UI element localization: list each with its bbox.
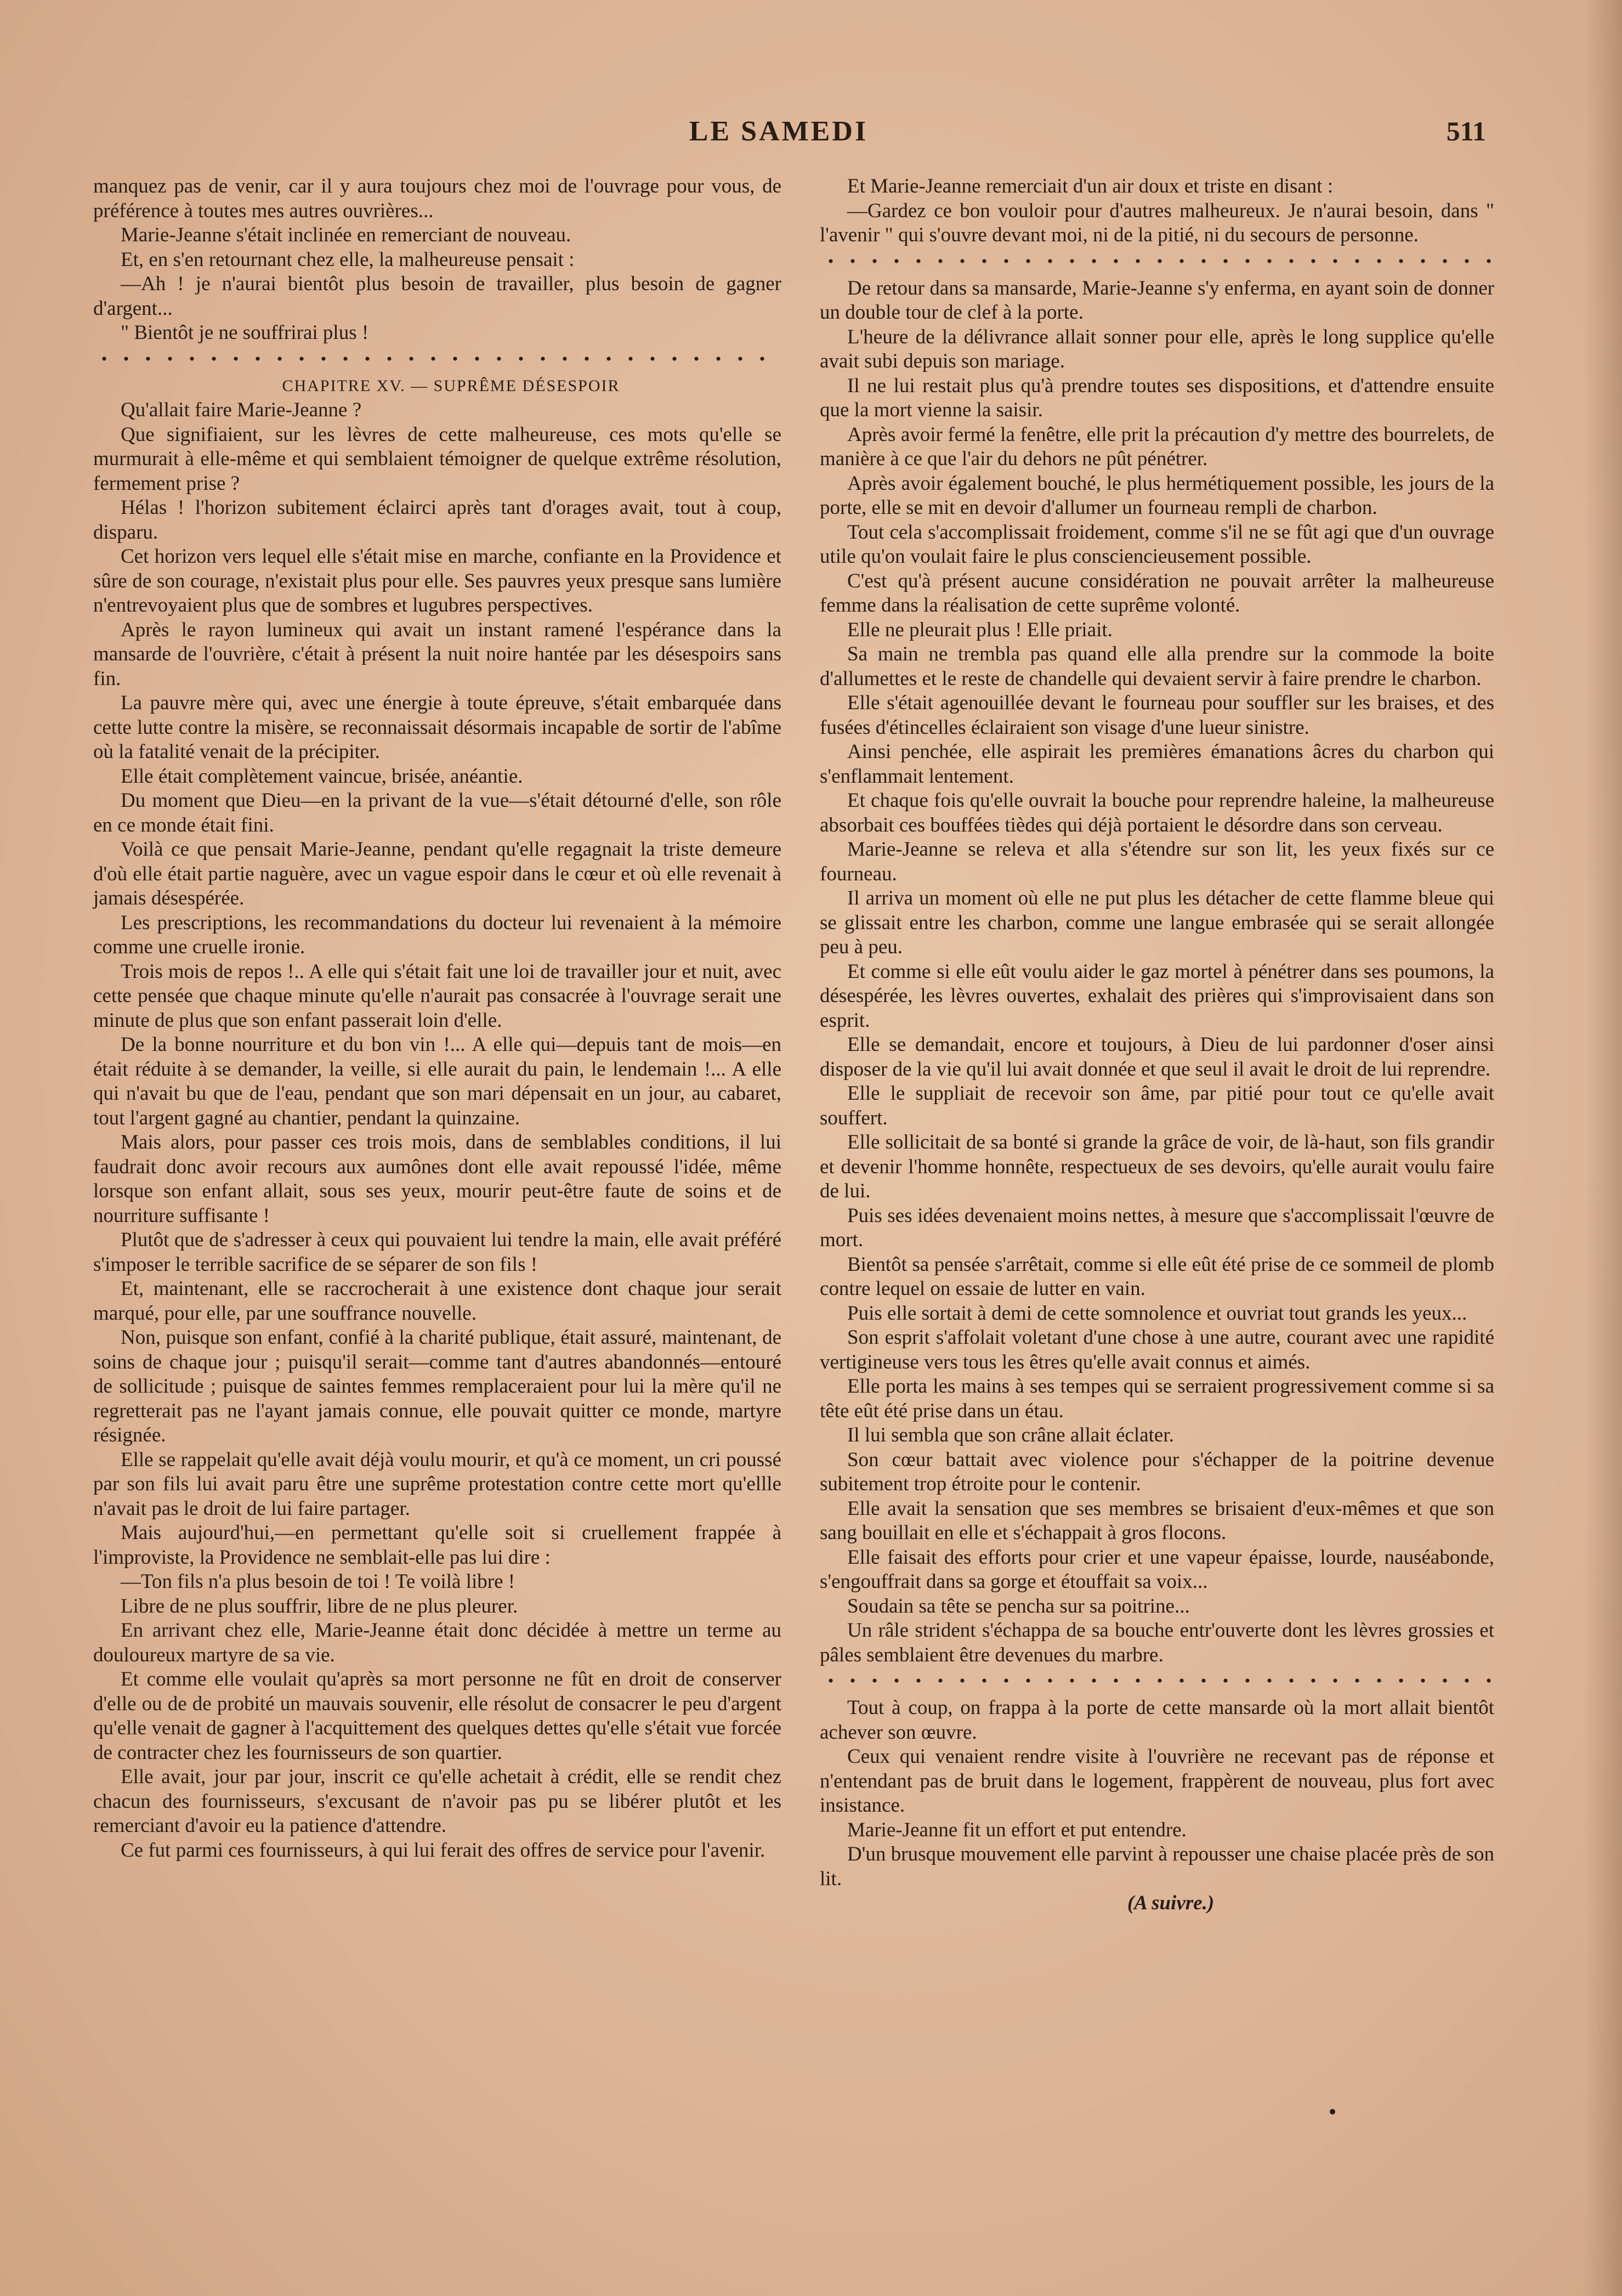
paragraph: Un râle strident s'échappa de sa bouche entr'ouverte dont les lèvres grossies et pâles semblaient être devenues du marbre. bbox=[820, 1619, 1494, 1666]
paragraph: Bientôt sa pensée s'arrêtait, comme si elle eût été prise de ce sommeil de plomb contre lequel on essaie de lutter en vain. bbox=[820, 1253, 1494, 1300]
paragraph: Et Marie-Jeanne remerciait d'un air doux et triste en disant : bbox=[847, 175, 1334, 197]
paragraph: Mais aujourd'hui,—en permettant qu'elle soit si cruellement frappée à l'improviste, la Providence ne semblait-elle pas lui dire : bbox=[93, 1522, 781, 1569]
page-header bbox=[93, 115, 1486, 159]
paragraph: —Gardez ce bon vouloir pour d'autres malheureux. Je n'aurai besoin, dans " l'avenir " qui s'ouvre devant moi, ni de la pitié, ni du secours de personne. bbox=[820, 199, 1494, 246]
paragraph: Elle avait, jour par jour, inscrit ce qu'elle achetait à crédit, elle se rendit chez chacun des fournisseurs, s'excusant de n'avoir pas pu se libérer plutôt et les remerciant d'avoir eu la patience d'attendre. bbox=[93, 1766, 781, 1837]
paragraph: Plutôt que de s'adresser à ceux qui pouvaient lui tendre la main, elle avait préféré s'imposer le terrible sacrifice de se séparer de son fils ! bbox=[93, 1229, 781, 1276]
paragraph: Libre de ne plus souffrir, libre de ne plus pleurer. bbox=[121, 1594, 518, 1618]
paragraph: Et comme elle voulait qu'après sa mort personne ne fût en droit de conserver d'elle ou de de probité un mauvais souvenir, elle résolut de consacrer le peu d'argent qu'elle venait de gagner à l'acquittement des quelques dettes qu'elle s'était vue forcée de contracter chez les fournisseurs de son quartier. bbox=[93, 1668, 781, 1764]
paragraph: Les prescriptions, les recommandations du docteur lui revenaient à la mémoire comme une cruelle ironie. bbox=[93, 911, 781, 958]
dotted-separator bbox=[820, 1669, 1494, 1693]
paragraph: Elle faisait des efforts pour crier et une vapeur épaisse, lourde, nauséabonde, s'engouffrait dans sa gorge et étouffait sa voix... bbox=[820, 1546, 1494, 1593]
paragraph: Soudain sa tête se pencha sur sa poitrine... bbox=[847, 1594, 1190, 1618]
paragraph: Elle avait la sensation que ses membres se brisaient d'eux-mêmes et que son sang bouillait en elle et s'échappait à gros flocons. bbox=[820, 1497, 1494, 1544]
paragraph: L'heure de la délivrance allait sonner pour elle, après le long supplice qu'elle avait subi depuis son mariage. bbox=[820, 325, 1494, 372]
paragraph: manquez pas de venir, car il y aura toujours chez moi de l'ouvrage pour vous, de préférence à toutes mes autres ouvrières... bbox=[93, 175, 781, 222]
paragraph: Ce fut parmi ces fournisseurs, à qui lui ferait des offres de service pour l'avenir. bbox=[121, 1839, 765, 1862]
paragraph: Elle était complètement vaincue, brisée, anéantie. bbox=[121, 765, 523, 788]
paragraph: Elle ne pleurait plus ! Elle priait. bbox=[847, 618, 1113, 641]
paragraph: Que signifiaient, sur les lèvres de cette malheureuse, ces mots qu'elle se murmurait à elle-même et qui semblaient témoigner de quelque extrême résolution, fermement prise ? bbox=[93, 423, 781, 495]
paragraph: Après avoir fermé la fenêtre, elle prit la précaution d'y mettre des bourrelets, de manière à ce que l'air du dehors ne pût pénétrer. bbox=[820, 423, 1494, 470]
paragraph: Voilà ce que pensait Marie-Jeanne, pendant qu'elle regagnait la triste demeure d'où elle était partie naguère, avec un vague espoir dans le cœur et où elle revenait à jamais désespérée. bbox=[93, 838, 781, 909]
paragraph: Après avoir également bouché, le plus hermétiquement possible, les jours de la porte, elle se mit en devoir d'allumer un fourneau rempli de charbon. bbox=[820, 472, 1494, 519]
paragraph: Elle sollicitait de sa bonté si grande la grâce de voir, de là-haut, son fils grandir et devenir l'homme honnête, respectueux de ses devoirs, qu'elle aurait voulu faire de lui. bbox=[820, 1131, 1494, 1202]
dotted-separator bbox=[820, 249, 1494, 273]
chapter-heading: CHAPITRE XV. — SUPRÊME DÉSESPOIR bbox=[282, 376, 620, 395]
paragraph: Marie-Jeanne se releva et alla s'étendre sur son lit, les yeux fixés sur ce fourneau. bbox=[820, 838, 1494, 885]
paragraph: Non, puisque son enfant, confié à la charité publique, était assuré, maintenant, de soins de chaque jour ; puisqu'il serait—comme tant d'autres abandonnés—entouré de sollicitude ; puisque de saintes femmes remplaceraient pour lui la mère qu'il ne regretterait pas ne l'ayant jamais connue, elle pouvait quitter ce monde, martyre résignée. bbox=[93, 1326, 781, 1446]
paragraph: Il lui sembla que son crâne allait éclater. bbox=[847, 1424, 1174, 1446]
paragraph: Elle s'était agenouillée devant le fourneau pour souffler sur les braises, et des fusées d'étincelles éclairaient son visage d'une lueur sinistre. bbox=[820, 692, 1494, 739]
paragraph: Du moment que Dieu—en la privant de la vue—s'était détourné d'elle, son rôle en ce monde était fini. bbox=[93, 789, 781, 836]
right-column bbox=[820, 174, 1494, 1916]
paragraph: Puis ses idées devenaient moins nettes, à mesure que s'accomplissait l'œuvre de mort. bbox=[820, 1204, 1494, 1251]
paragraph: Marie-Jeanne fit un effort et put entendre. bbox=[847, 1818, 1187, 1841]
paragraph: La pauvre mère qui, avec une énergie à toute épreuve, s'était embarquée dans cette lutte contre la misère, se reconnaissait désormais incapable de sortir de l'abîme où la fatalité venait de la précipiter. bbox=[93, 692, 781, 763]
paragraph: —Ah ! je n'aurai bientôt plus besoin de travailler, plus besoin de gagner d'argent... bbox=[93, 273, 781, 320]
paragraph: Et chaque fois qu'elle ouvrait la bouche pour reprendre haleine, la malheureuse absorbait ces bouffées tièdes qui déjà portaient le désordre dans son cerveau. bbox=[820, 789, 1494, 836]
dotted-separator bbox=[93, 347, 781, 371]
paragraph: D'un brusque mouvement elle parvint à repousser une chaise placée près de son lit. bbox=[820, 1843, 1494, 1890]
paragraph: De la bonne nourriture et du bon vin !... A elle qui—depuis tant de mois—en était réduite à se demander, la veille, si elle aurait du pain, le lendemain !... A elle qui n'avait bu que de l'eau, pendant que son mari dépensait en un jour, au cabaret, tout l'argent gagné au chantier, pendant la quinzaine. bbox=[93, 1033, 781, 1129]
paragraph: Elle se demandait, encore et toujours, à Dieu de lui pardonner d'oser ainsi disposer de la vie qu'il lui avait donnée et que seul il avait le droit de lui reprendre. bbox=[820, 1033, 1494, 1081]
paragraph: Elle porta les mains à ses tempes qui se serraient progressivement comme si sa tête eût été prise dans un étau. bbox=[820, 1375, 1494, 1422]
paragraph: Tout cela s'accomplissait froidement, comme s'il ne se fût agi que d'un ouvrage utile qu'on voulait faire le plus consciencieusement possible. bbox=[820, 521, 1494, 568]
paragraph: Et, maintenant, elle se raccrocherait à une existence dont chaque jour serait marqué, pour elle, par une souffrance nouvelle. bbox=[93, 1277, 781, 1325]
paragraph: Elle se rappelait qu'elle avait déjà voulu mourir, et qu'à ce moment, un cri poussé par son fils lui avait paru être une suprême protestation contre cette mort qu'ellle n'avait pas le droit de lui faire partager. bbox=[93, 1448, 781, 1520]
paragraph: Sa main ne trembla pas quand elle alla prendre sur la commode la boite d'allumettes et le reste de chandelle qui devaient servir à faire prendre le charbon. bbox=[820, 643, 1494, 690]
paragraph: Ceux qui venaient rendre visite à l'ouvrière ne recevant pas de réponse et n'entendant pas de bruit dans le logement, frappèrent de nouveau, plus fort avec insistance. bbox=[820, 1745, 1494, 1817]
paragraph: Et comme si elle eût voulu aider le gaz mortel à pénétrer dans ses poumons, la désespérée, les lèvres ouvertes, exhalait des prières qui s'improvisaient dans son esprit. bbox=[820, 960, 1494, 1032]
paragraph: Puis elle sortait à demi de cette somnolence et ouvriat tout grands les yeux... bbox=[847, 1302, 1467, 1325]
paragraph: —Ton fils n'a plus besoin de toi ! Te voilà libre ! bbox=[121, 1570, 515, 1593]
paragraph: En arrivant chez elle, Marie-Jeanne était donc décidée à mettre un terme au douloureux martyre de sa vie. bbox=[93, 1619, 781, 1666]
paragraph: Qu'allait faire Marie-Jeanne ? bbox=[121, 399, 362, 421]
paragraph: Et, en s'en retournant chez elle, la malheureuse pensait : bbox=[121, 248, 575, 271]
paragraph: Il ne lui restait plus qu'à prendre toutes ses dispositions, et d'attendre ensuite que la mort vienne la saisir. bbox=[820, 374, 1494, 421]
paragraph: " Bientôt je ne souffrirai plus ! bbox=[121, 321, 369, 344]
paragraph: Trois mois de repos !.. A elle qui s'était fait une loi de travailler jour et nuit, avec cette pensée que chaque minute qu'elle n'aurait pas consacrée à l'ouvrage serait une minute de plus que son enfant passerait loin d'elle. bbox=[93, 960, 781, 1032]
paragraph: Il arriva un moment où elle ne put plus les détacher de cette flamme bleue qui se glissait entre les charbon, comme une langue embrasée qui se serait allongée peu à peu. bbox=[820, 887, 1494, 958]
page-number: 511 bbox=[1446, 116, 1486, 146]
paragraph: Ainsi penchée, elle aspirait les premières émanations âcres du charbon qui s'enflammait lentement. bbox=[820, 740, 1494, 788]
paragraph: Après le rayon lumineux qui avait un instant ramené l'espérance dans la mansarde de l'ouvrière, c'était à présent la nuit noire hantée par les désespoirs sans fin. bbox=[93, 618, 781, 690]
to-be-continued: (A suivre.) bbox=[1127, 1892, 1215, 1914]
running-title: LE SAMEDI bbox=[689, 116, 869, 147]
paragraph: Son cœur battait avec violence pour s'échapper de la poitrine devenue subitement trop étroite pour le contenir. bbox=[820, 1448, 1494, 1495]
left-column bbox=[93, 174, 781, 1863]
paragraph: Hélas ! l'horizon subitement éclairci après tant d'orages avait, tout à coup, disparu. bbox=[93, 496, 781, 544]
paragraph: Tout à coup, on frappa à la porte de cette mansarde où la mort allait bientôt achever son œuvre. bbox=[820, 1696, 1494, 1744]
paragraph: Elle le suppliait de recevoir son âme, par pitié pour tout ce qu'elle avait souffert. bbox=[820, 1082, 1494, 1129]
paragraph: Marie-Jeanne s'était inclinée en remerciant de nouveau. bbox=[121, 224, 571, 246]
paragraph: De retour dans sa mansarde, Marie-Jeanne s'y enferma, en ayant soin de donner un double tour de clef à la porte. bbox=[820, 276, 1494, 324]
paragraph: Son esprit s'affolait voletant d'une chose à une autre, courant avec une rapidité vertigineuse vers tous les êtres qu'elle avait connus et aimés. bbox=[820, 1326, 1494, 1373]
paragraph: Cet horizon vers lequel elle s'était mise en marche, confiante en la Providence et sûre de son courage, n'existait plus pour elle. Ses pauvres yeux presque sans lumière n'entrevoyaient plus que de sombres et lugubres perspectives. bbox=[93, 545, 781, 617]
ink-dot bbox=[1330, 2109, 1335, 2114]
paragraph: Mais alors, pour passer ces trois mois, dans de semblables conditions, il lui faudrait donc avoir recours aux aumônes dont elle avait repoussé l'idée, même lorsque son enfant allait, sous ses yeux, mourir peut-être faute de soins et de nourriture suffisante ! bbox=[93, 1131, 781, 1227]
paragraph: C'est qu'à présent aucune considération ne pouvait arrêter la malheureuse femme dans la réalisation de cette suprême volonté. bbox=[820, 569, 1494, 617]
